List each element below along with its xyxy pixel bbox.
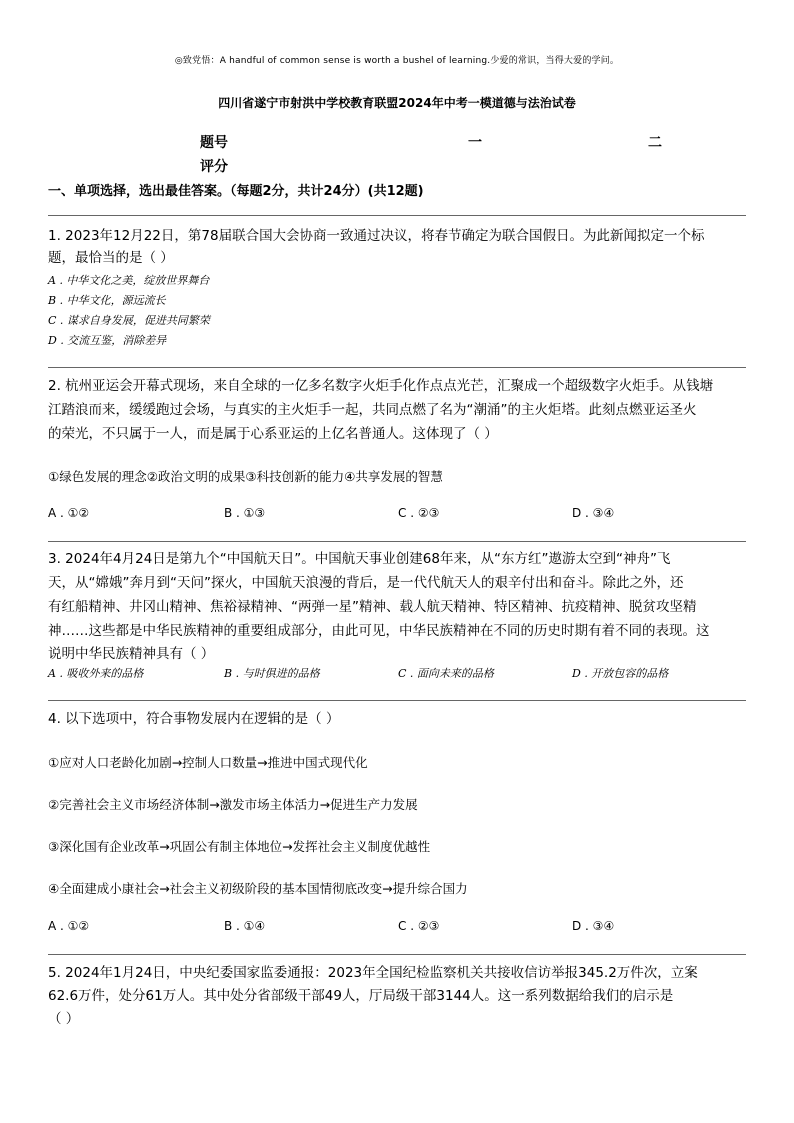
question-5-line-2: 62.6万件，处分61万人。其中处分省部级干部49人，厅局级干部3144人。这一系列数据给我们的启示是 [48, 988, 674, 1004]
question-divider [48, 541, 746, 542]
question-5-line-1: 5. 2024年1月24日，中央纪委国家监委通报：2023年全国纪检监察机关共接收信访举报345.2万件次，立案 [48, 965, 698, 981]
question-2-line-1: 2. 杭州亚运会开幕式现场，来自全球的一亿多名数字火炬手化作点点光芒，汇聚成一个超级数字火炬手。从钱塘 [48, 378, 714, 394]
question-4-option-a: A . ①② [48, 919, 90, 933]
question-1-option-a: A . 中华文化之美，绽放世界舞台 [48, 274, 210, 287]
question-2-line-2: 江踏浪而来，缓缓跑过会场，与真实的主火炬手一起，共同点燃了名为“潮涌”的主火炬塔。此刻点燃亚运圣火 [48, 402, 697, 418]
question-2-option-b: B . ①③ [224, 506, 266, 520]
question-4-statement-2: ②完善社会主义市场经济体制→激发市场主体活力→促进生产力发展 [48, 797, 418, 812]
question-3-option-c: C . 面向未来的品格 [398, 667, 494, 680]
question-3-line-5: 说明中华民族精神具有（ ） [48, 646, 215, 662]
question-1-option-c: C . 谋求自身发展，促进共同繁荣 [48, 314, 210, 327]
score-table-label-score: 评分 [200, 159, 228, 175]
question-3-line-1: 3. 2024年4月24日是第九个“中国航天日”。中国航天事业创建68年来，从“东方红”遨游太空到“神舟”飞 [48, 551, 671, 567]
question-3-option-d: D . 开放包容的品格 [572, 667, 669, 680]
question-divider [48, 954, 746, 955]
score-table [200, 132, 700, 176]
question-3-line-4: 神……这些都是中华民族精神的重要组成部分，由此可见，中华民族精神在不同的历史时期有着不同的表现。这 [48, 623, 710, 639]
question-4-line-1: 4. 以下选项中，符合事物发展内在逻辑的是（ ） [48, 711, 340, 727]
question-1-line-2: 题，最恰当的是（ ） [48, 250, 174, 266]
question-2-option-c: C . ②③ [398, 506, 440, 520]
score-table-col-1: 一 [468, 135, 482, 151]
question-1-option-b: B . 中华文化，源远流长 [48, 294, 166, 307]
question-1-option-d: D . 交流互鉴，消除差异 [48, 334, 167, 347]
page-motto: ◎致党悟：A handful of common sense is worth a bushel of learning.少爱的常识，当得大爱的学问。 [174, 56, 620, 66]
question-divider [48, 700, 746, 701]
question-3-option-a: A . 吸收外来的品格 [48, 667, 144, 680]
question-3-line-3: 有红船精神、井冈山精神、焦裕禄精神、“两弹一星”精神、载人航天精神、特区精神、抗疫精神、脱贫攻坚精 [48, 599, 697, 615]
question-4-option-d: D . ③④ [572, 919, 615, 933]
question-4-options [48, 919, 746, 939]
question-4-statement-1: ①应对人口老龄化加剧→控制人口数量→推进中国式现代化 [48, 755, 368, 770]
question-2-line-3: 的荣光，不只属于一人，而是属于心系亚运的上亿名普通人。这体现了（ ） [48, 426, 498, 442]
question-1-line-1: 1. 2023年12月22日，第78届联合国大会协商一致通过决议，将春节确定为联合国假日。为此新闻拟定一个标 [48, 228, 705, 244]
section-heading: 一、单项选择，选出最佳答案。（每题2分，共计24分）(共12题) [48, 184, 424, 199]
question-divider [48, 215, 746, 216]
question-3-line-2: 天，从“嫦娥”奔月到“天问”探火，中国航天浪漫的背后，是一代代航天人的艰辛付出和奋斗。除此之外，还 [48, 575, 684, 591]
question-divider [48, 367, 746, 368]
question-4-option-c: C . ②③ [398, 919, 440, 933]
question-2-option-d: D . ③④ [572, 506, 615, 520]
question-4-option-b: B . ①④ [224, 919, 266, 933]
question-4-statement-4: ④全面建成小康社会→社会主义初级阶段的基本国情彻底改变→提升综合国力 [48, 881, 468, 896]
question-2-options [48, 506, 746, 526]
score-table-label-number: 题号 [200, 135, 228, 151]
question-2-option-a: A . ①② [48, 506, 90, 520]
exam-title: 四川省遂宁市射洪中学校教育联盟2024年中考一模道德与法治试卷 [218, 96, 576, 110]
question-3-options [48, 665, 746, 685]
question-2-statements: ①绿色发展的理念②政治文明的成果③科技创新的能力④共享发展的智慧 [48, 469, 443, 484]
score-table-col-2: 二 [648, 135, 662, 151]
question-5-line-3: （ ） [48, 1011, 80, 1027]
question-4-statement-3: ③深化国有企业改革→巩固公有制主体地位→发挥社会主义制度优越性 [48, 839, 431, 854]
question-3-option-b: B . 与时俱进的品格 [224, 667, 320, 680]
